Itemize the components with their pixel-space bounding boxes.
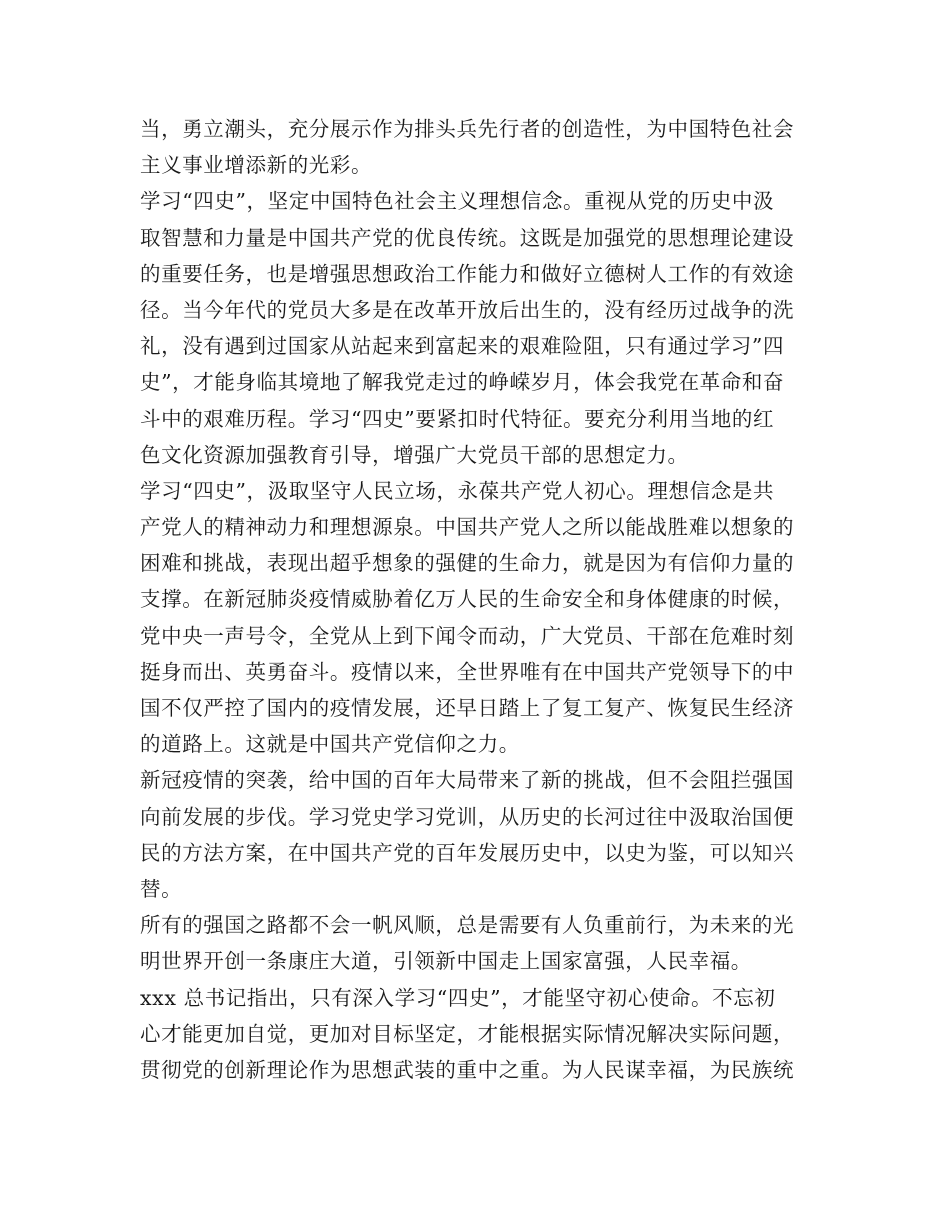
text-line: 民的方法方案，在中国共产党的百年发展历史中，以史为鉴，可以知兴 (140, 840, 795, 865)
text-line: 贯彻党的创新理论作为思想武装的重中之重。为人民谋幸福，为民族统 (140, 1057, 795, 1082)
text-line: 所有的强国之路都不会一帆风顺，总是需要有人负重前行，为未来的光 (140, 913, 795, 938)
text-line: 新冠疫情的突袭，给中国的百年大局带来了新的挑战，但不会阻拦强国 (140, 768, 795, 793)
text-line: 学习“四史”，汲取坚守人民立场，永葆共产党人初心。理想信念是共 (140, 478, 775, 503)
text-line: 取智慧和力量是中国共产党的优良传统。这既是加强党的思想理论建设 (140, 225, 795, 250)
text-line: 主义事业增添新的光彩。 (140, 153, 373, 178)
text-line: 学习“四史”，坚定中国特色社会主义理想信念。重视从党的历史中汲 (140, 189, 775, 214)
text-line: 向前发展的步伐。学习党史学习党训，从历史的长河过往中汲取治国便 (140, 804, 795, 829)
text-line: 当，勇立潮头，充分展示作为排头兵先行者的创造性，为中国特色社会 (140, 117, 795, 141)
text-line: 的重要任务，也是增强思想政治工作能力和做好立德树人工作的有效途 (140, 261, 795, 286)
text-line: xxx 总书记指出，只有深入学习“四史”，才能坚守初心使命。不忘初 (140, 985, 776, 1010)
text-line: 史”，才能身临其境地了解我党走过的峥嵘岁月，体会我党在革命和奋 (140, 370, 785, 395)
text-line: 国不仅严控了国内的疫情发展，还早日踏上了复工复产、恢复民生经济 (140, 696, 795, 720)
text-line: 挺身而出、英勇奋斗。疫情以来，全世界唯有在中国共产党领导下的中 (140, 659, 795, 684)
document-body (140, 111, 820, 1088)
text-line: 党中央一声号令，全党从上到下闻令而动，广大党员、干部在危难时刻 (140, 623, 795, 648)
text-line: 产党人的精神动力和理想源泉。中国共产党人之所以能战胜难以想象的 (140, 515, 795, 540)
text-line: 礼，没有遇到过国家从站起来到富起来的艰难险阻，只有通过学习”四 (140, 334, 785, 359)
text-line: 色文化资源加强教育引导，增强广大党员干部的思想定力。 (140, 442, 689, 467)
text-line: 支撑。在新冠肺炎疫情威胁着亿万人民的生命安全和身体健康的时候， (140, 587, 795, 612)
text-line: 替。 (140, 876, 183, 901)
text-line: 心才能更加自觉，更加对目标坚定，才能根据实际情况解决实际问题， (140, 1021, 795, 1046)
text-line: 的道路上。这就是中国共产党信仰之力。 (140, 732, 520, 757)
text-line: 径。当今年代的党员大多是在改革开放后出生的，没有经历过战争的洗 (140, 297, 795, 322)
text-line: 明世界开创一条康庄大道，引领新中国走上国家富强，人民幸福。 (140, 949, 752, 974)
text-line: 斗中的艰难历程。学习“四史”要紧扣时代特征。要充分利用当地的红 (140, 406, 775, 431)
text-line: 困难和挑战，表现出超乎想象的强健的生命力，就是因为有信仰力量的 (140, 551, 795, 576)
